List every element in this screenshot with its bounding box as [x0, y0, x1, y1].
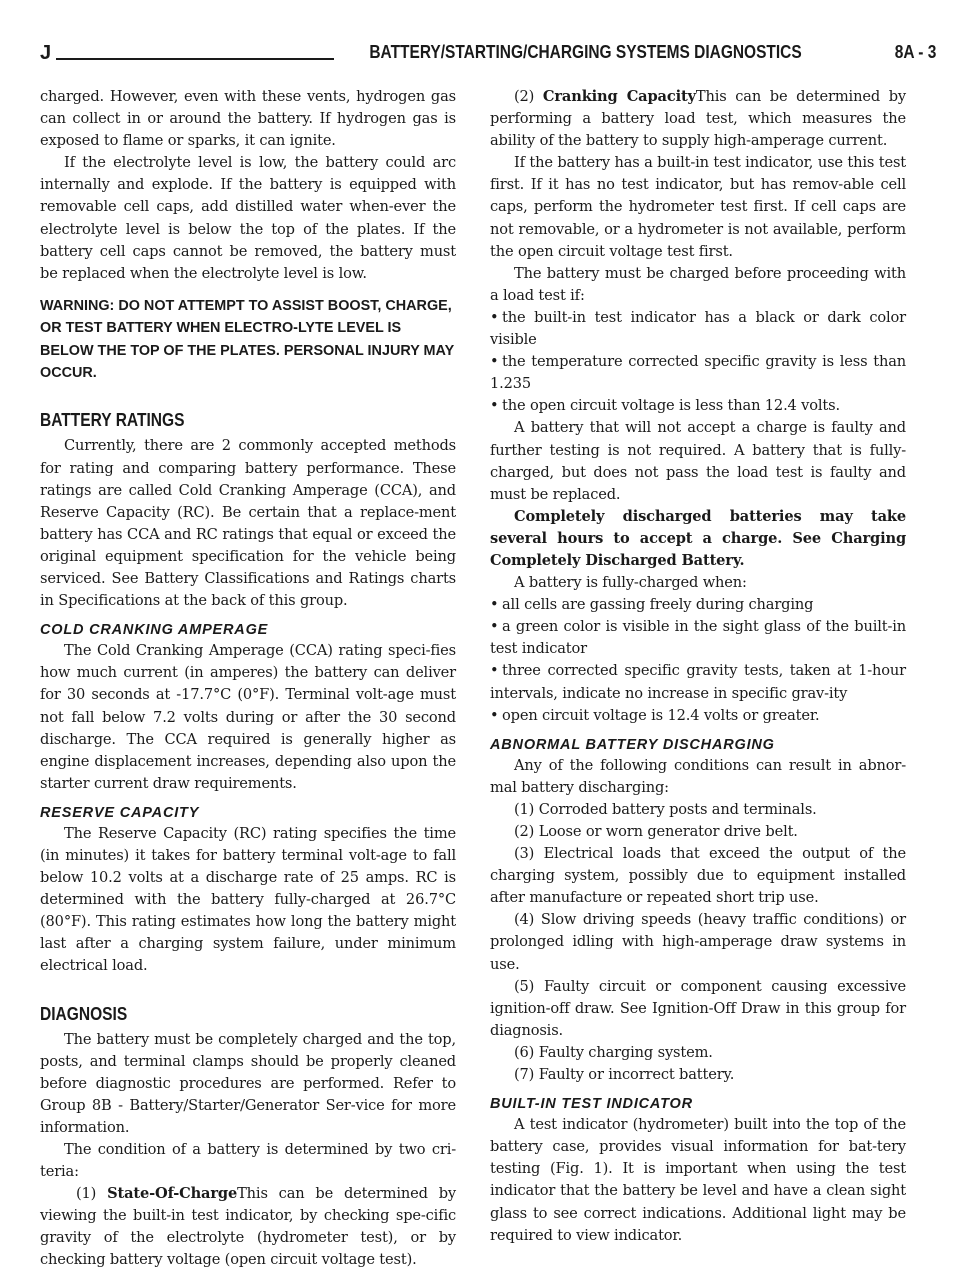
bullet-item: • the open circuit voltage is less than 12.4 volts.: [490, 395, 906, 417]
paragraph: The Cold Cranking Amperage (CCA) rating speci-fies how much current (in amperes) the battery can deliver for 30 seconds at -17.7°C (0°F). Terminal volt-age must not fall below 7.2 volts during or after the 30 second discharge. The CCA required is generally higher as engine displacement increases, depending also upon the starter current draw requirements.: [40, 642, 456, 792]
bullet-item: • the temperature corrected specific gravity is less than 1.235: [490, 353, 906, 393]
criterion-cranking-capacity: [490, 86, 906, 152]
paragraph: Any of the following conditions can result in abnor-mal battery discharging:: [490, 756, 906, 796]
header-section-letter: J: [40, 42, 52, 64]
list-item: (3) Electrical loads that exceed the output of the charging system, possibly due to equipment installed after manufacture or repeated short trip use.: [490, 845, 906, 907]
bullet-marker: •: [490, 308, 499, 326]
criterion-number: (1): [76, 1185, 108, 1203]
bullet-marker: •: [490, 706, 499, 724]
heading-cold-cranking-amperage: COLD CRANKING AMPERAGE: [40, 622, 269, 639]
paragraph: charged. However, even with these vents, hydrogen gas can collect in or around the battery. If hydrogen gas is exposed to flame or sparks, it can ignite.: [40, 88, 456, 150]
bold-note: Completely discharged batteries may take several hours to accept a charge. See Charging Completely Discharged Battery.: [490, 507, 906, 569]
criterion-number: (2): [514, 88, 543, 105]
heading-diagnosis: DIAGNOSIS: [40, 1002, 128, 1024]
bullet-item: • a green color is visible in the sight glass of the built-in test indicator: [490, 618, 906, 658]
bullet-marker: •: [490, 662, 499, 680]
paragraph: A battery is fully-charged when:: [514, 574, 747, 592]
paragraph: If the electrolyte level is low, the battery could arc internally and explode. If the battery is equipped with removable cell caps, add distilled water when-ever the electrolyte level is below the top of the plates. If the battery cell caps cannot be removed, the battery must be replaced when the electrolyte level is low.: [40, 154, 456, 282]
criterion-text: This can be determined by performing a battery load test, which measures the ability of the battery to supply high-amperage current.: [490, 88, 906, 150]
paragraph: A test indicator (hydrometer) built into the top of the battery case, provides visual information for bat-tery testing (Fig. 1). It is important when using the test indicator that the battery be level and have a clean sight glass to see correct indications. Additional light may be required to view indicator.: [490, 1116, 906, 1244]
list-item: (4) Slow driving speeds (heavy traffic conditions) or prolonged idling with high-amperage draw systems in use.: [490, 911, 906, 973]
bullet-item: • open circuit voltage is 12.4 volts or greater.: [490, 705, 906, 727]
bullet-marker: •: [490, 353, 499, 371]
heading-battery-ratings: BATTERY RATINGS: [40, 409, 185, 431]
bullet-item: • the built-in test indicator has a black or dark color visible: [490, 308, 906, 349]
bullet-marker: •: [490, 618, 499, 636]
heading-built-in-test-indicator: BUILT-IN TEST INDICATOR: [490, 1096, 693, 1113]
paragraph: If the battery has a built-in test indicator, use this test first. If it has no test indicator, but has remov-able cell caps, perform the hydrometer test first. If cell caps are not removable, or a hydrometer is not available, perform the open circuit voltage test first.: [490, 154, 906, 260]
left-column: [40, 86, 456, 1272]
list-item: (6) Faulty charging system.: [514, 1043, 713, 1061]
criterion-state-of-charge: [40, 1183, 456, 1271]
paragraph: The condition of a battery is determined by two cri-teria:: [40, 1141, 456, 1181]
criterion-title: State-Of-Charge: [107, 1185, 238, 1203]
paragraph: A battery that will not accept a charge is faulty and further testing is not required. A battery that is fully-charged, but does not pass the load test is faulty and must be replaced.: [490, 419, 906, 503]
paragraph: The battery must be completely charged and the top, posts, and terminal clamps should be properly cleaned before diagnostic procedures are performed. Refer to Group 8B - Battery/Starter/Generator Ser-vice for more information.: [40, 1030, 456, 1136]
criterion-text: This can be determined by viewing the built-in test indicator, by checking spe-cific gravity of the electrolyte (hydrometer test), or by checking battery voltage (open circuit voltage test).: [40, 1185, 456, 1269]
paragraph: Currently, there are 2 commonly accepted methods for rating and comparing battery performance. These ratings are called Cold Cranking Amperage (CCA), and Reserve Capacity (RC). Be certain that a replace-ment battery has CCA and RC ratings that equal or exceed the original equipment specification for the vehicle being serviced. See Battery Classifications and Ratings charts in Specifications at the back of this group.: [40, 437, 456, 610]
list-item: (2) Loose or worn generator drive belt.: [514, 823, 798, 840]
page-number: 8A - 3: [894, 42, 936, 62]
page-header: [40, 38, 936, 68]
header-title: BATTERY/STARTING/CHARGING SYSTEMS DIAGNOSTICS: [369, 42, 802, 62]
list-item: (7) Faulty or incorrect battery.: [514, 1066, 735, 1084]
heading-reserve-capacity: RESERVE CAPACITY: [40, 804, 200, 821]
bullet-marker: •: [490, 397, 499, 415]
bullet-item: • three corrected specific gravity tests, taken at 1-hour intervals, indicate no increase in specific grav-ity: [490, 662, 906, 702]
bullet-marker: •: [490, 596, 499, 614]
header-rule: [56, 58, 334, 60]
warning-text: WARNING: DO NOT ATTEMPT TO ASSIST BOOST, CHARGE, OR TEST BATTERY WHEN ELECTRO-LYTE LEVEL IS BELOW THE TOP OF THE PLATES. PERSONAL INJURY MAY OCCUR.: [40, 297, 454, 382]
criterion-title: Cranking Capacity: [542, 88, 696, 105]
bullet-item: • all cells are gassing freely during charging: [490, 594, 906, 616]
right-column: [490, 86, 906, 1247]
heading-abnormal-battery-discharging: ABNORMAL BATTERY DISCHARGING: [490, 736, 775, 753]
paragraph: The Reserve Capacity (RC) rating specifies the time (in minutes) it takes for battery terminal volt-age to fall below 10.2 volts at a discharge rate of 25 amps. RC is determined with the battery fully-charged at 26.7°C (80°F). This rating estimates how long the battery might last after a charging system failure, under minimum electrical load.: [40, 824, 456, 975]
list-item: (1) Corroded battery posts and terminals.: [514, 800, 817, 818]
paragraph: The battery must be charged before proceeding with a load test if:: [490, 264, 906, 304]
list-item: (5) Faulty circuit or component causing excessive ignition-off draw. See Ignition-Off Draw in this group for diagnosis.: [490, 977, 906, 1039]
